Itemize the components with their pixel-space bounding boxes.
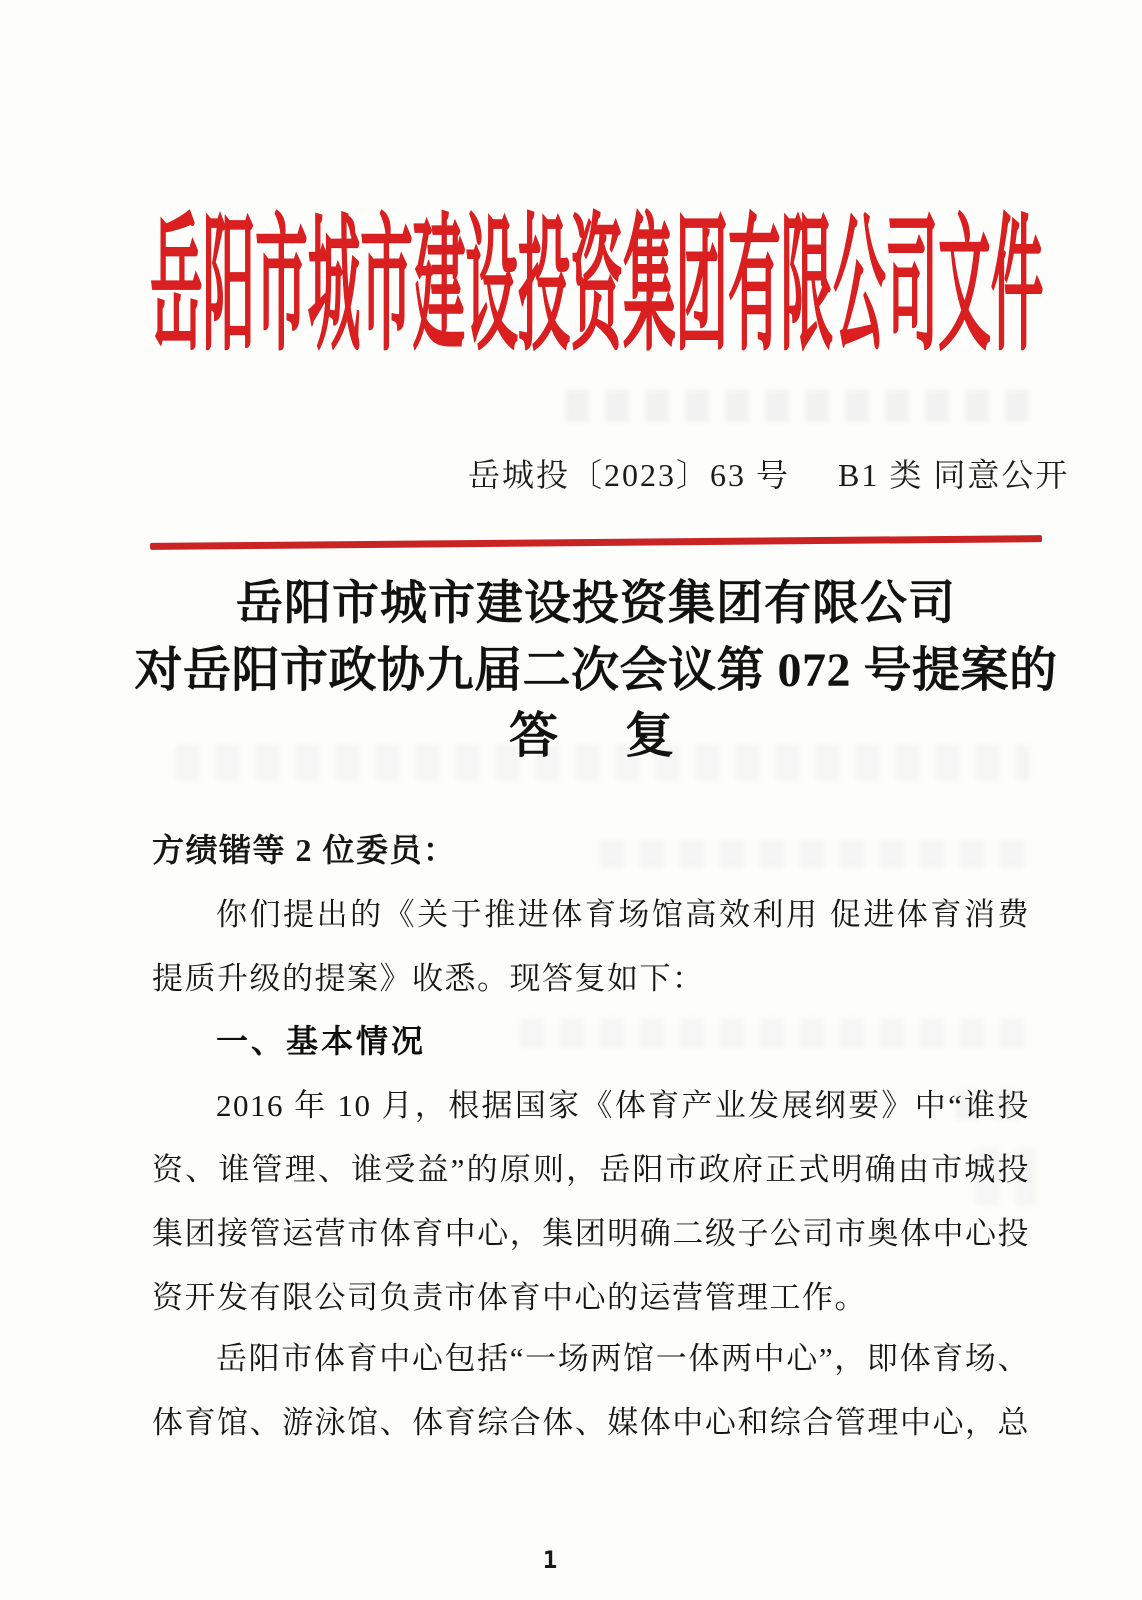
classification-label: B1 类 同意公开 bbox=[838, 457, 1070, 493]
body-line: 集团接管运营市体育中心，集团明确二级子公司市奥体中心投 bbox=[152, 1216, 1030, 1251]
doc-title-line2: 对岳阳市政协九届二次会议第 072 号提案的 bbox=[134, 644, 1058, 697]
body-line: 资开发有限公司负责市体育中心的运营管理工作。 bbox=[152, 1280, 867, 1315]
document-number: 岳城投〔2023〕63 号 bbox=[468, 457, 791, 493]
body-line: 体育馆、游泳馆、体育综合体、媒体中心和综合管理中心，总 bbox=[152, 1405, 1030, 1440]
body-line: 你们提出的《关于推进体育场馆高效利用 促进体育消费 bbox=[216, 897, 1030, 932]
body-line: 2016 年 10 月，根据国家《体育产业发展纲要》中“谁投 bbox=[216, 1088, 1030, 1123]
document-number-line bbox=[468, 450, 1069, 496]
body-line: 资、谁管理、谁受益”的原则，岳阳市政府正式明确由市城投 bbox=[152, 1152, 1030, 1187]
doc-title-line1: 岳阳市城市建设投资集团有限公司 bbox=[236, 578, 956, 630]
body-line: 提质升级的提案》收悉。现答复如下： bbox=[152, 961, 705, 996]
letterhead-banner bbox=[150, 205, 1044, 372]
section-heading: 一、基本情况 bbox=[216, 1023, 427, 1059]
org-title: 岳阳市城市建设投资集团有限公司文件 bbox=[150, 205, 1044, 369]
doc-title-line3: 答 复 bbox=[508, 708, 683, 763]
bleedthrough-smudge bbox=[565, 390, 1030, 422]
page-number: 1 bbox=[542, 1546, 558, 1574]
red-separator-rule bbox=[150, 535, 1042, 550]
body-line: 岳阳市体育中心包括“一场两馆一体两中心”，即体育场、 bbox=[216, 1341, 1030, 1376]
salutation: 方绩锴等 2 位委员： bbox=[152, 832, 457, 868]
